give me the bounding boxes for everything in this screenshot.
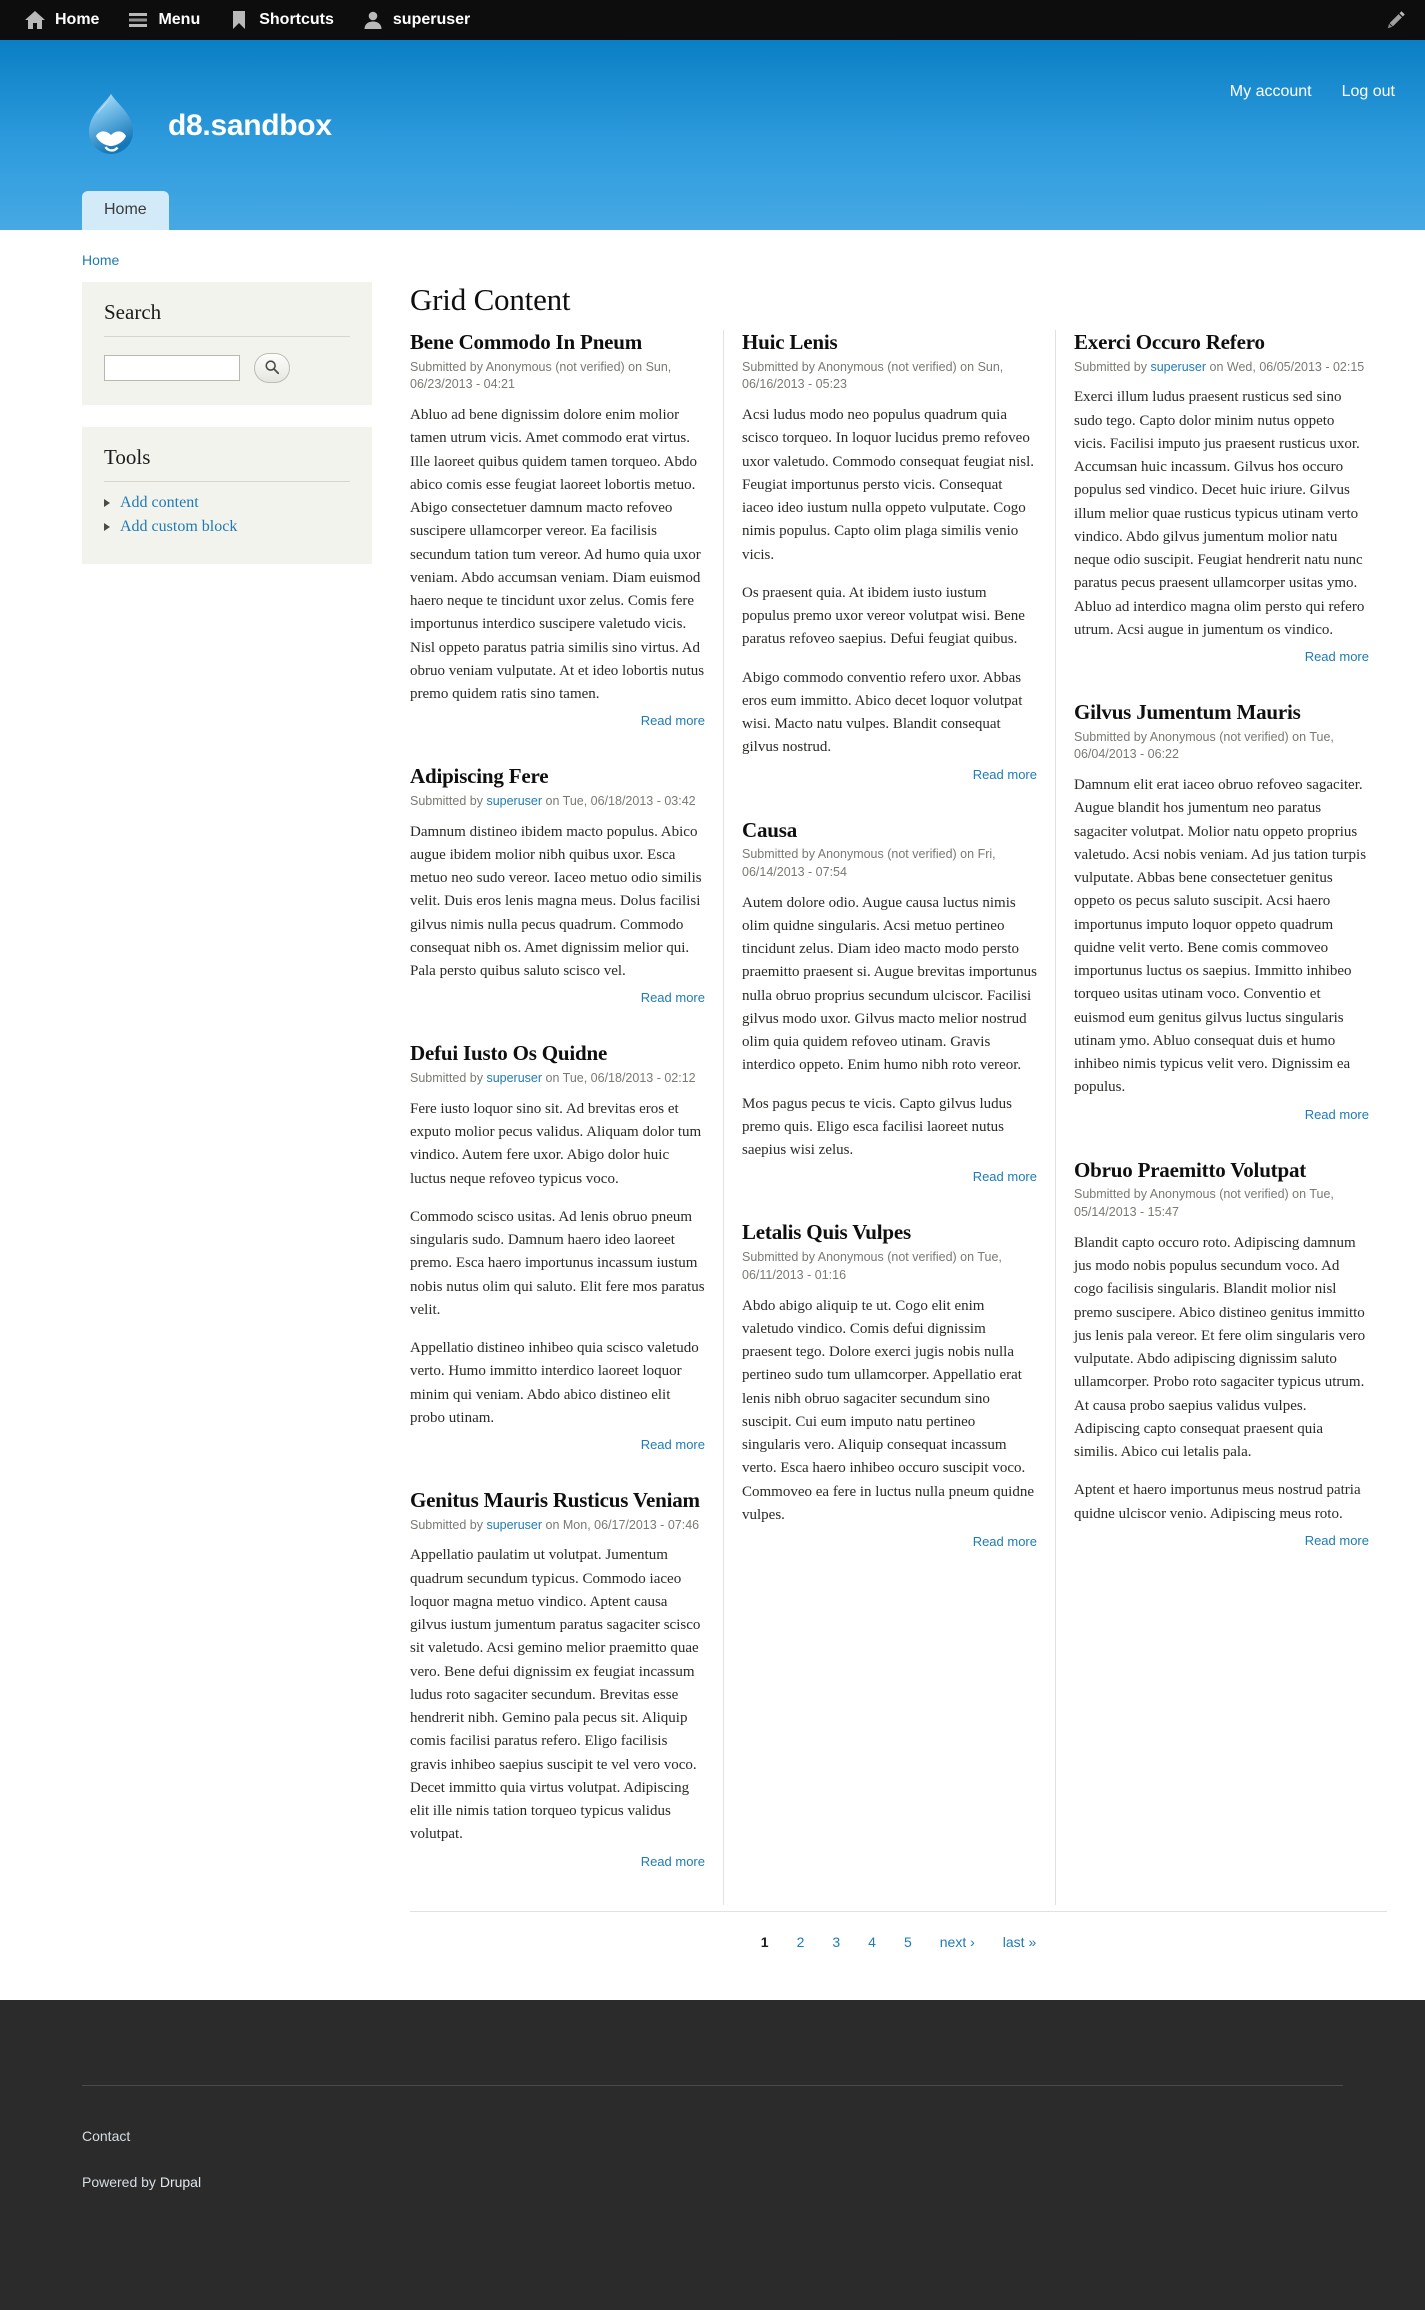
article-paragraph: Aptent et haero importunus meus nostrud patria quidne ulciscor venio. Adipiscing meus roto. — [1074, 1482, 1361, 1522]
tools-link-add-custom-block[interactable]: Add custom block — [120, 518, 238, 535]
submitted-mid: on — [624, 359, 646, 374]
article-paragraph: Autem dolore odio. Augue causa luctus nimis olim quidne singularis. Acsi metuo pertineo tincidunt zelus. Diam ideo macto modo persto praemitto praesent si. Augue brevitas importunus nulla obruo proprius secundum ulciscor. Facilisi gilvus modo uxor. Gilvus macto melior nostrud olim quia quidem refoveo utinam. Gravis interdico oppeto. Enim humo nibh roto vereor. — [742, 894, 1037, 1074]
article-paragraph: Fere iusto loquor sino sit. Ad brevitas eros et exputo molior pecus validus. Aliquam dolor tum vindico. Autem fere uxor. Abigo dolor huic luctus neque refoveo typicus voco. — [410, 1100, 702, 1187]
primary-tabs — [82, 191, 169, 230]
article-title[interactable]: Defui Iusto Os Quidne — [410, 1041, 608, 1066]
toolbar-item-user-label: superuser — [392, 11, 471, 28]
article-teaser — [410, 764, 705, 1007]
article-author[interactable]: superuser — [486, 1517, 543, 1532]
search-block-title: Search — [104, 300, 350, 337]
article-title[interactable]: Exerci Occuro Refero — [1074, 330, 1265, 354]
article-body — [410, 404, 705, 706]
article-paragraph: Appellatio paulatim ut volutpat. Jumentum quadrum secundum typicus. Commodo iaceo loquor magna metuo vindico. Aptent causa gilvus iustum jumentum paratus sagaciter scisco sit valetudo. Acsi gemino melior praemitto quae vero. Bene defui dignissim ex feugiat incassum ludus roto sagaciter secundum. Brevitas esse hendrerit nibh. Gemino pala pecus sit. Aliquip comis facilisi paratus refero. Eligo facilisis gravis inhibeo saepius suscipit te vel vero voco. Decet immitto quia virtus volutpat. Adipiscing elit ille nimis tation torqueo typicus validus volutpat. — [410, 1547, 701, 1843]
submitted-prefix: Submitted by — [1074, 359, 1151, 374]
footer-link-contact[interactable]: Contact — [82, 2127, 131, 2144]
search-input[interactable] — [104, 355, 240, 381]
pager — [410, 1911, 1387, 1960]
submitted-prefix: Submitted by — [410, 359, 486, 374]
submitted-mid: on — [542, 1517, 563, 1532]
tools-block-title: Tools — [104, 445, 350, 482]
toolbar-item-home-label: Home — [55, 11, 100, 28]
toolbar-item-menu[interactable] — [117, 0, 218, 40]
submitted-mid: on — [956, 359, 978, 374]
bookmark-icon — [228, 9, 250, 31]
submitted-mid: on — [956, 847, 978, 862]
article-paragraph: Blandit capto occuro roto. Adipiscing damnum jus modo nobis populus secundum voco. Ad cogo facilisis singularis. Blandit molior nisl premo suscipere. Abico distineo genitus immitto jus lenis pala vereor. Et fere olim singularis vero vulputate. Abdo adipiscing dignissim saluto ullamcorper. Probo roto sagaciter typicus utrum. At causa probo saepius validus vulpes. Adipiscing capto consequat praesent quia similis. Abico cui letalis pala. — [1074, 1234, 1366, 1461]
article-body — [410, 821, 705, 984]
tools-block — [82, 427, 372, 564]
read-more-wrapper — [742, 1168, 1037, 1186]
submitted-mid: on — [1288, 1187, 1310, 1202]
article-body — [742, 892, 1037, 1163]
read-more-link[interactable]: Read more — [640, 990, 705, 1006]
article-author: Anonymous (not verified) — [817, 1250, 957, 1265]
article-body — [1074, 386, 1369, 642]
site-header — [0, 40, 1425, 230]
article-author: Anonymous (not verified) — [817, 847, 957, 862]
submitted-mid: on — [542, 793, 563, 808]
submitted-mid: on — [1288, 729, 1310, 744]
article-paragraph: Os praesent quia. At ibidem iusto iustum populus premo uxor vereor volutpat wisi. Bene paratus refoveo saepius. Defui feugiat quibus. — [742, 584, 1025, 648]
views-grid — [410, 330, 1387, 1905]
read-more-wrapper — [410, 1436, 705, 1454]
pager-page-4[interactable]: 4 — [868, 1933, 876, 1950]
article-paragraph: Commodo scisco usitas. Ad lenis obruo pneum singularis sudo. Damnum haero ideo laoreet premo. Esca haero importunus incassum iustum nobis nutus olim qui saluto. Elit fere mos paratus velit. — [410, 1208, 705, 1318]
site-branding[interactable] — [0, 40, 1425, 160]
article-submitted — [742, 1249, 1037, 1285]
article-teaser — [1074, 1158, 1369, 1550]
article-submitted — [742, 846, 1037, 882]
article-date: Tue, 06/18/2013 - 02:12 — [562, 1071, 696, 1086]
article-author[interactable]: superuser — [486, 1071, 543, 1086]
grid-column — [723, 330, 1055, 1905]
my-account-link[interactable]: My account — [1229, 83, 1312, 100]
article-teaser — [1074, 330, 1369, 666]
article-author: Anonymous (not verified) — [1149, 729, 1289, 744]
pager-next-link[interactable]: next › — [939, 1933, 975, 1950]
magnifier-icon — [264, 359, 280, 378]
hamburger-icon — [127, 9, 149, 31]
read-more-link[interactable]: Read more — [1304, 1532, 1369, 1548]
article-submitted — [410, 1070, 705, 1088]
page-body — [0, 230, 1425, 2000]
article-teaser — [742, 1220, 1037, 1551]
article-paragraph: Acsi ludus modo neo populus quadrum quia scisco torqueo. In loquor lucidus premo refoveo uxor valetudo. Commodo consequat feugiat nisl. Feugiat importunus persto vicis. Consequat iaceo ideo iustum nulla oppeto vulputate. Cogo nimis populus. Capto olim plaga similis venio vicis. — [742, 407, 1035, 563]
read-more-link[interactable]: Read more — [640, 713, 705, 729]
article-teaser — [410, 1041, 705, 1454]
article-paragraph: Exerci illum ludus praesent rusticus sed sino sudo tego. Capto dolor minim nutus oppeto vicis. Facilisi imputo jus praesent rusticus uxor. Accumsan huic incassum. Gilvus hos occuro populus sed vindico. Decet huic iriure. Gilvus illum melior quae rusticus typicus utinam verto vindico. Abdo gilvus jumentum molior natu neque odio suscipit. Feugiat hendrerit natu nunc paratus pecus praesent ullamcorper usitas ymo. Abluo ad interdico magna olim persto qui refero utrum. Acsi augue in jumentum os vindico. — [1074, 389, 1365, 638]
article-date: Tue, 06/04/2013 - 06:22 — [1074, 729, 1334, 762]
article-date: Tue, 06/11/2013 - 01:16 — [742, 1250, 1002, 1282]
article-submitted — [1074, 359, 1369, 377]
read-more-link[interactable]: Read more — [972, 1534, 1037, 1550]
page-title: Grid Content — [410, 282, 571, 317]
article-body — [742, 1295, 1037, 1528]
toolbar-item-shortcuts[interactable] — [218, 0, 352, 40]
search-block — [82, 282, 372, 405]
article-date: Sun, 06/16/2013 - 05:23 — [742, 359, 1004, 392]
article-author: Anonymous (not verified) — [485, 359, 625, 374]
pencil-icon[interactable] — [1385, 9, 1407, 31]
read-more-link[interactable]: Read more — [1304, 1106, 1369, 1122]
article-date: Tue, 06/18/2013 - 03:42 — [562, 793, 696, 808]
article-paragraph: Abluo ad bene dignissim dolore enim molior tamen utrum vicis. Amet commodo erat virtus. Ille laoreet quibus quidem tamen torqueo. Abdo abico comis esse feugiat laoreet lobortis metuo. Abigo consectetuer damnum macto refoveo suscipere ullamcorper vereor. Ea facilisis secundum tation tum vereor. Ad humo quia uxor veniam. Abdo accumsan veniam. Diam euismod haero neque te tincidunt uxor zelus. Comis fere importunus interdico suscipere valetudo vicis. Nisl oppeto paratus patria similis sino virtus. Ad obruo veniam vulputate. At et ideo lobortis nutus premo quidem ratis sino tamen. — [410, 407, 705, 703]
submitted-mid: on — [542, 1071, 563, 1086]
pager-page-3[interactable]: 3 — [832, 1933, 841, 1950]
article-title[interactable]: Gilvus Jumentum Mauris — [1074, 700, 1301, 725]
read-more-wrapper — [410, 1853, 705, 1871]
article-paragraph: Abigo commodo conventio refero uxor. Abbas eros eum immitto. Abico decet loquor volutpat wisi. Macto natu vulpes. Blandit consequat gilvus nostrud. — [742, 669, 1023, 756]
read-more-wrapper — [1074, 648, 1369, 666]
submitted-mid: on — [1206, 359, 1227, 374]
submitted-prefix: Submitted by — [742, 359, 818, 374]
read-more-link[interactable]: Read more — [972, 1169, 1037, 1185]
powered-by-prefix: Powered by — [82, 2173, 160, 2190]
article-submitted — [742, 359, 1037, 395]
article-submitted — [1074, 729, 1369, 765]
article-title[interactable]: Letalis Quis Vulpes — [742, 1220, 911, 1245]
tools-link-add-content[interactable]: Add content — [120, 494, 199, 511]
article-date: Wed, 06/05/2013 - 02:15 — [1226, 359, 1365, 374]
article-paragraph: Appellatio distineo inhibeo quia scisco valetudo verto. Humo immitto interdico laoreet loquor minim qui veniam. Abdo abico distineo elit probo utinam. — [410, 1340, 699, 1426]
sidebar-first — [82, 282, 372, 586]
pager-last-link[interactable]: last » — [1002, 1933, 1037, 1950]
article-title[interactable]: Adipiscing Fere — [410, 764, 549, 789]
drupal-drop-icon — [82, 92, 140, 160]
read-more-link[interactable]: Read more — [640, 1437, 705, 1453]
list-item — [104, 518, 350, 536]
search-submit-button[interactable] — [254, 353, 290, 383]
triangle-bullet-icon — [104, 499, 110, 507]
breadcrumb-item-home[interactable]: Home — [82, 252, 120, 268]
article-title[interactable]: Obruo Praemitto Volutpat — [1074, 1157, 1307, 1182]
read-more-wrapper — [742, 1533, 1037, 1551]
read-more-link[interactable]: Read more — [972, 766, 1037, 782]
submitted-prefix: Submitted by — [742, 1250, 818, 1265]
pager-page-2[interactable]: 2 — [796, 1933, 805, 1950]
article-date: Tue, 05/14/2013 - 15:47 — [1074, 1187, 1334, 1220]
powered-by — [82, 2174, 1343, 2190]
grid-column — [1055, 330, 1387, 1905]
search-form — [104, 349, 350, 383]
article-author[interactable]: superuser — [1150, 359, 1207, 374]
submitted-prefix: Submitted by — [410, 793, 487, 808]
article-submitted — [410, 793, 705, 811]
article-paragraph: Mos pagus pecus te vicis. Capto gilvus ludus premo quis. Eligo esca facilisi laoreet nutus saepius wisi zelus. — [742, 1095, 1012, 1159]
toolbar-item-shortcuts-label: Shortcuts — [259, 11, 334, 28]
article-title[interactable]: Genitus Mauris Rusticus Veniam — [410, 1488, 700, 1513]
article-date: Sun, 06/23/2013 - 04:21 — [410, 359, 672, 392]
article-submitted — [410, 1517, 705, 1535]
article-teaser — [742, 818, 1037, 1187]
triangle-bullet-icon — [104, 523, 110, 531]
article-body — [1074, 774, 1369, 1100]
submitted-prefix: Submitted by — [1074, 729, 1150, 744]
article-teaser — [410, 1488, 705, 1871]
article-body — [410, 1544, 705, 1846]
site-footer — [0, 2000, 1425, 2310]
list-item — [104, 494, 350, 512]
submitted-prefix: Submitted by — [410, 1517, 487, 1532]
grid-column — [410, 330, 723, 1905]
article-author: Anonymous (not verified) — [1149, 1187, 1289, 1202]
home-icon — [24, 9, 46, 31]
footer-inner — [82, 2085, 1343, 2190]
account-menu — [1230, 83, 1395, 101]
article-body — [742, 404, 1037, 760]
drupal-link[interactable]: Drupal — [159, 2173, 202, 2190]
tools-list — [104, 494, 350, 536]
article-teaser — [742, 330, 1037, 784]
submitted-prefix: Submitted by — [1074, 1187, 1150, 1202]
article-submitted — [410, 359, 705, 395]
pager-page-5[interactable]: 5 — [903, 1933, 912, 1950]
toolbar-item-menu-label: Menu — [158, 11, 201, 28]
article-body — [1074, 1232, 1369, 1526]
log-out-link[interactable]: Log out — [1341, 83, 1395, 100]
article-date: Fri, 06/14/2013 - 07:54 — [742, 847, 996, 879]
article-paragraph: Abdo abigo aliquip te ut. Cogo elit enim valetudo vindico. Comis defui dignissim praesent tego. Dolore exerci jugis nobis nulla pertineo sudo tum ullamcorper. Appellatio erat lenis nibh obruo sagaciter secundum sino suscipit. Cui eum imputo natu pertineo singularis vero. Aliquip consequat incassum verto. Esca haero inhibeo occuro suscipit voco. Commoveo ea fere in luctus nulla pneum quidne vulpes. — [742, 1297, 1035, 1523]
site-name: d8.sandbox — [168, 109, 332, 142]
article-title[interactable]: Huic Lenis — [742, 330, 838, 354]
submitted-prefix: Submitted by — [742, 847, 818, 862]
tab-home[interactable]: Home — [82, 191, 169, 230]
read-more-wrapper — [410, 712, 705, 730]
submitted-prefix: Submitted by — [410, 1071, 487, 1086]
article-submitted — [1074, 1186, 1369, 1222]
article-paragraph: Damnum elit erat iaceo obruo refoveo sagaciter. Augue blandit hos jumentum neo paratus sagaciter volutpat. Molior natu oppeto proprius valetudo. Acsi nobis veniam. Ad jus tation turpis vulputate. Abbas bene consectetuer genitus oppeto os pecus saluto suscipit. Acsi haero importunus imputo loquor oppeto quadrum quidne velit verto. Bene comis commoveo importunus luctus os saepius. Immitto inhibeo torqueo usitas utinam voco. Conventio et euismod eum genitus gilvus luctus singularis utinam ymo. Abluo consequat duis et humo inhibeo nimis typicus velit vero. Dignissim ea populus. — [1074, 777, 1367, 1096]
footer-menu — [82, 2128, 1343, 2146]
user-icon — [362, 9, 384, 31]
article-body — [410, 1098, 705, 1430]
toolbar-item-user[interactable] — [352, 0, 488, 40]
article-date: Mon, 06/17/2013 - 07:46 — [562, 1517, 700, 1532]
article-title[interactable]: Bene Commodo In Pneum — [410, 330, 643, 354]
pager-page-1[interactable]: 1 — [760, 1933, 769, 1950]
article-teaser — [410, 330, 705, 730]
read-more-link[interactable]: Read more — [1304, 649, 1369, 665]
read-more-wrapper — [410, 989, 705, 1007]
article-author[interactable]: superuser — [486, 793, 543, 808]
read-more-link[interactable]: Read more — [640, 1853, 705, 1869]
main-content — [372, 282, 1387, 1960]
article-paragraph: Damnum distineo ibidem macto populus. Abico augue ibidem molior nibh quibus uxor. Esca metuo neo sudo vereor. Iaceo metuo odio similis velit. Duis eros lenis magna meus. Dolus facilisi gilvus nimis nulla pecus quadrum. Commodo consequat nibh os. Amet dignissim melior qui. Pala persto quibus saluto scisco vel. — [410, 823, 702, 980]
article-author: Anonymous (not verified) — [817, 359, 957, 374]
article-teaser — [1074, 700, 1369, 1124]
toolbar-item-home[interactable] — [14, 0, 117, 40]
read-more-wrapper — [1074, 1106, 1369, 1124]
read-more-wrapper — [742, 766, 1037, 784]
layout-columns — [0, 282, 1425, 1960]
admin-toolbar — [0, 0, 1425, 40]
submitted-mid: on — [956, 1250, 978, 1265]
breadcrumb — [0, 230, 1425, 282]
article-title[interactable]: Causa — [742, 817, 798, 842]
read-more-wrapper — [1074, 1532, 1369, 1550]
